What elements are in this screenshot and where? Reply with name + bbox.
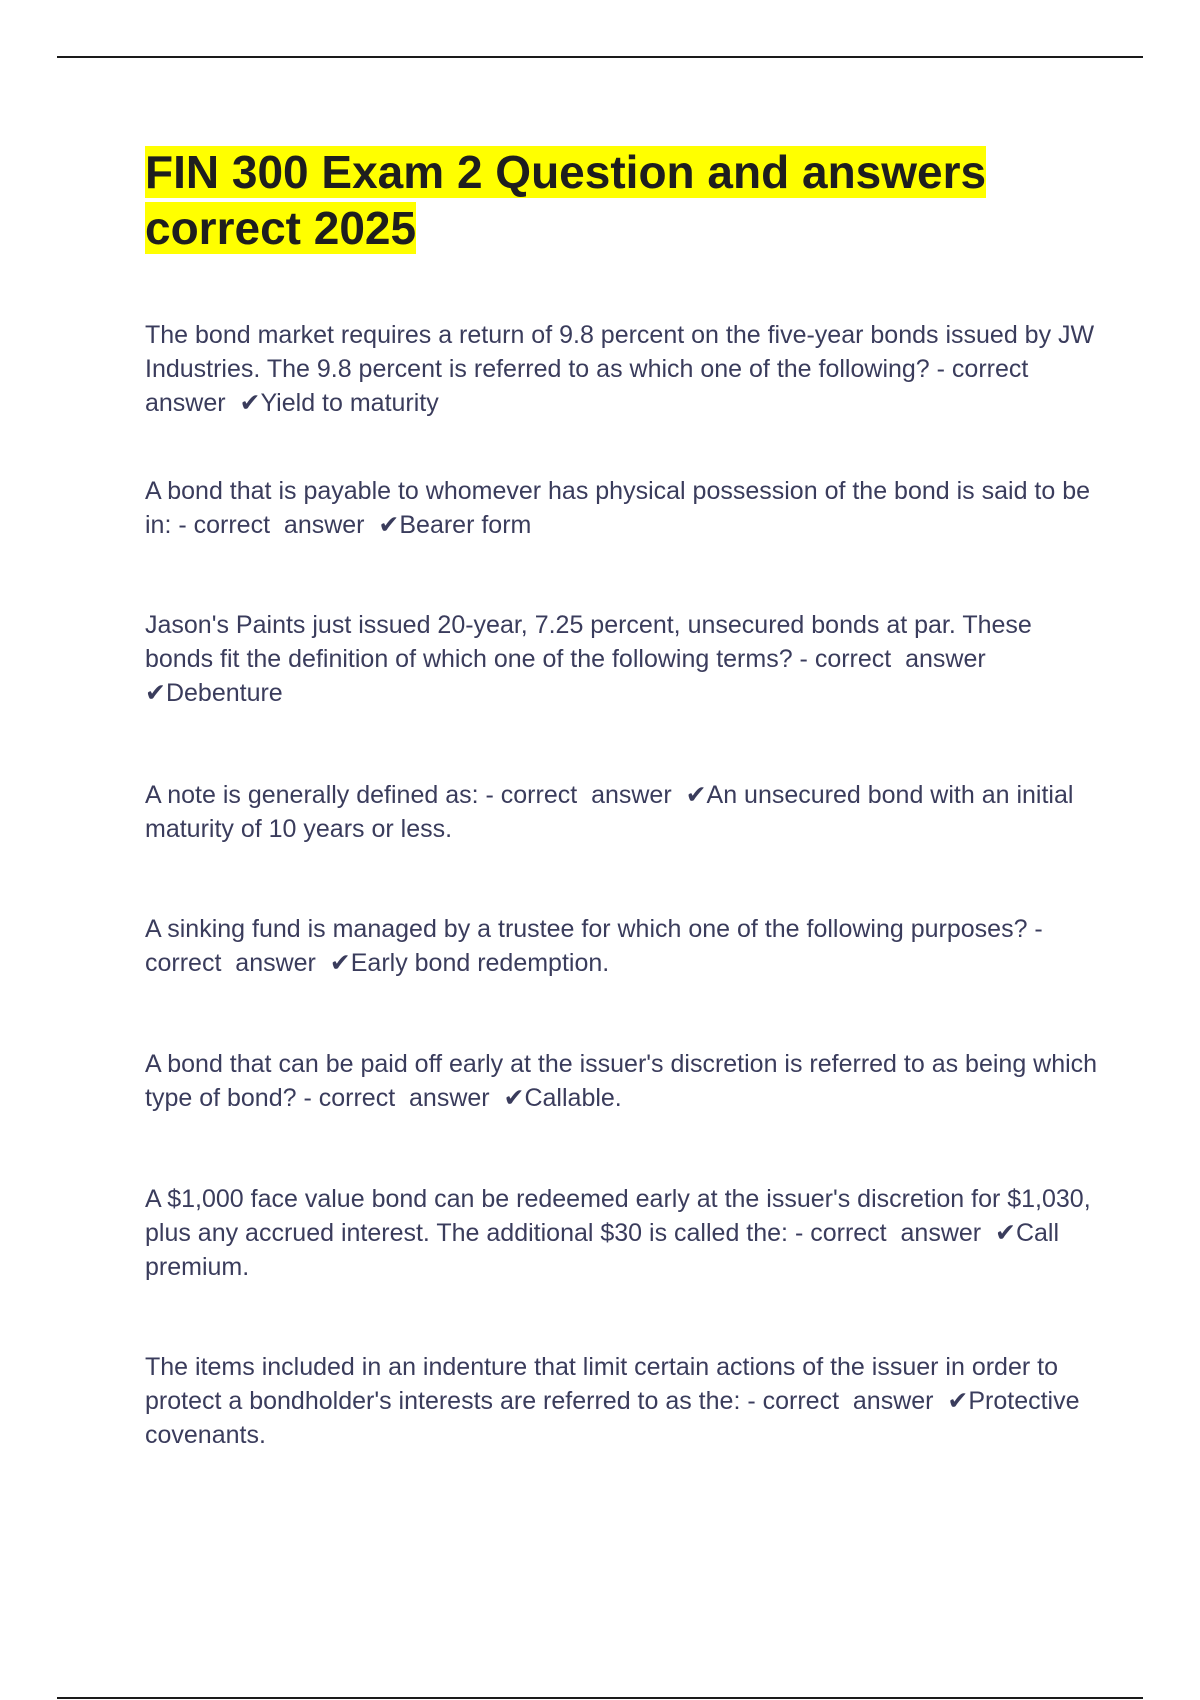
answer-text: Call premium. <box>145 1219 1060 1281</box>
answer-separator: - correct answer <box>145 915 1050 977</box>
question-text: The items included in an indenture that limit certain actions of the issuer in order to protect a bondholder's interests are referred to as the: <box>145 1353 1058 1415</box>
check-icon: ✔ <box>378 511 400 539</box>
check-icon: ✔ <box>329 949 351 977</box>
answer-text: Bearer form <box>399 511 532 539</box>
qa-item <box>145 318 1105 420</box>
answer-text: An unsecured bond with an initial maturity of 10 years or less. <box>145 781 1074 843</box>
title-highlight: FIN 300 Exam 2 Question and answers correct 2025 <box>145 146 987 254</box>
answer-separator: - correct answer <box>740 1387 948 1415</box>
check-icon: ✔ <box>947 1387 969 1415</box>
answer-separator: - correct answer <box>792 645 1000 673</box>
qa-item <box>145 474 1105 542</box>
question-text: The bond market requires a return of 9.8 percent on the five-year bonds issued by JW Industries. The 9.8 percent is referred to as which one of the following? <box>145 321 1095 383</box>
check-icon: ✔ <box>145 679 166 707</box>
qa-item <box>145 608 1105 710</box>
answer-text: Protective covenants. <box>145 1387 1080 1449</box>
qa-item <box>145 1182 1105 1284</box>
qa-item <box>145 778 1105 846</box>
answer-separator: - correct answer <box>788 1219 995 1247</box>
document-title <box>145 144 1085 256</box>
question-text: A bond that can be paid off early at the issuer's discretion is referred to as being which type of bond? <box>145 1050 1098 1112</box>
check-icon: ✔ <box>995 1219 1016 1247</box>
answer-text: Debenture <box>165 679 283 707</box>
answer-separator: - correct answer <box>296 1084 504 1112</box>
check-icon: ✔ <box>503 1084 525 1112</box>
qa-item <box>145 1047 1105 1115</box>
answer-text: Callable. <box>524 1084 622 1112</box>
answer-separator: - correct answer <box>478 781 686 809</box>
top-rule <box>57 56 1143 58</box>
question-text: A $1,000 face value bond can be redeemed early at the issuer's discretion for $1,030, plus any accrued interest. The additional $30 is called the: <box>145 1185 1091 1247</box>
bottom-rule <box>57 1697 1143 1699</box>
question-text: Jason's Paints just issued 20-year, 7.25 percent, unsecured bonds at par. These bonds fit the definition of which one of the following terms? <box>145 611 1032 673</box>
question-text: A bond that is payable to whomever has physical possession of the bond is said to be in: <box>145 477 1091 539</box>
check-icon: ✔ <box>239 389 261 417</box>
check-icon: ✔ <box>685 781 707 809</box>
answer-text: Early bond redemption. <box>350 949 610 977</box>
answer-text: Yield to maturity <box>260 389 439 417</box>
question-text: A note is generally defined as: <box>145 781 479 809</box>
qa-item <box>145 1350 1105 1452</box>
answer-separator: - correct answer <box>171 511 379 539</box>
question-text: A sinking fund is managed by a trustee for which one of the following purposes? <box>145 915 1028 943</box>
qa-item <box>145 912 1105 980</box>
answer-separator: - correct answer <box>145 355 1043 417</box>
